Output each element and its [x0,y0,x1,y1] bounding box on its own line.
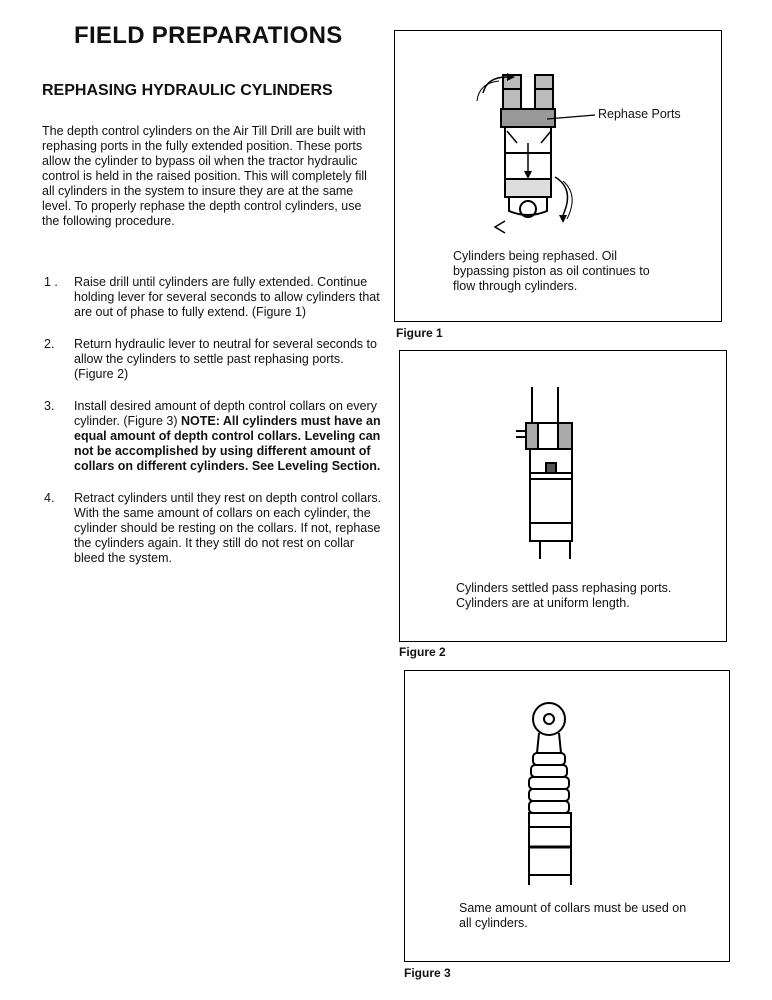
intro-paragraph: The depth control cylinders on the Air Till Drill are built with rephasing ports in the fully extended position. These ports allow the cylinder to bypass oil when the tractor hydraulic control is held in the raised position. This will completely fill all cylinders in the system to insure they are at the same level. To properly rephase the depth control cylinders, use the following procedure. [42,124,367,228]
step-number: 1 . [44,275,58,289]
figure-1-label: Figure 1 [396,326,443,340]
step-number: 3. [44,399,55,413]
step-text: Install desired amount of depth control collars on every cylinder. (Figure 3) [74,399,377,428]
procedure-step-1 [42,275,382,320]
procedure-step-3 [42,399,382,474]
procedure-step-4 [42,491,382,566]
figure-2-label: Figure 2 [399,645,446,659]
figure-3-box [404,670,730,962]
figure-2-caption: Cylinders settled pass rephasing ports. Cylinders are at uniform length. [456,581,672,610]
figure-2-box [399,350,727,642]
figure-1-box [394,30,722,322]
step-text: Raise drill until cylinders are fully extended. Continue holding lever for several seconds to allow cylinders that are out of phase to fully extend. (Figure 1) [74,275,380,319]
step-text: Return hydraulic lever to neutral for several seconds to allow the cylinders to settle past rephasing ports. (Figure 2) [74,337,377,381]
section-title: REPHASING HYDRAULIC CYLINDERS [42,82,333,99]
step-text: Retract cylinders until they rest on depth control collars. With the same amount of collars on each cylinder, the cylinder should be resting on the collars. If not, rephase the cylinders again. It they still do not rest on collar bleed the system. [74,491,382,565]
step-number: 4. [44,491,55,505]
rephase-ports-callout: Rephase Ports [598,107,681,121]
figure-3-label: Figure 3 [404,966,451,980]
step-number: 2. [44,337,55,351]
procedure-steps [42,275,382,583]
page-title: FIELD PREPARATIONS [74,22,343,49]
procedure-step-2 [42,337,382,382]
figure-3-caption: Same amount of collars must be used on all cylinders. [459,901,687,930]
step-note: NOTE: All cylinders must have an equal amount of depth control collars. Leveling can not be accomplished by using different amount of collars on different cylinders. See Leveling Section. [74,414,381,473]
figure-1-caption: Cylinders being rephased. Oil bypassing piston as oil continues to flow through cylinders. [453,249,650,293]
